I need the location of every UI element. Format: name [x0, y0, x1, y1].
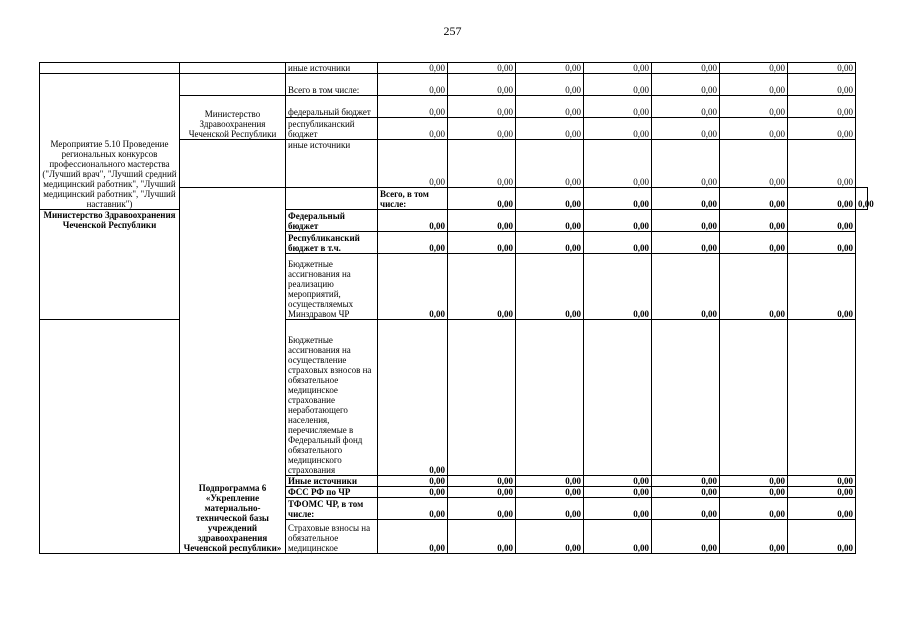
value-cell: 0,00 [378, 96, 448, 118]
value-cell: 0,00 [652, 487, 720, 498]
page-number: 257 [443, 24, 462, 38]
org-cell [286, 188, 378, 210]
budget-table [39, 62, 874, 554]
value-cell: 0,00 [516, 188, 584, 210]
value-cell: 0,00 [652, 232, 720, 254]
value-cell: 0,00 [448, 487, 516, 498]
value-cell: 0,00 [516, 74, 584, 96]
value-cell: 0,00 [788, 487, 856, 498]
value-cell: 0,00 [516, 140, 584, 188]
value-cell: 0,00 [720, 74, 788, 96]
value-cell: 0,00 [720, 487, 788, 498]
source-cell: Бюджетные ассигнования на осуществление страховых взносов на обязательное медицинское страхование неработающего населения, перечисляемые в Федеральный фонд обязательного медицинского страхования [286, 320, 378, 476]
source-cell: Всего, в том числе: [378, 188, 448, 210]
org-cell [180, 63, 286, 74]
value-cell: 0,00 [448, 476, 516, 487]
value-cell: 0,00 [652, 96, 720, 118]
table-row [40, 63, 868, 74]
value-cell: 0,00 [652, 476, 720, 487]
value-cell: 0,00 [448, 118, 516, 140]
empty-cell [516, 320, 584, 476]
empty-cell [584, 320, 652, 476]
source-cell: Иные источники [286, 476, 378, 487]
value-cell: 0,00 [720, 96, 788, 118]
value-cell: 0,00 [788, 96, 856, 118]
org-cell: Министерство Здравоохранения Чеченской Республики [180, 96, 286, 140]
value-cell: 0,00 [448, 498, 516, 520]
value-cell: 0,00 [448, 520, 516, 554]
value-cell: 0,00 [652, 188, 720, 210]
org-cell: Министерство Здравоохранения Чеченской Республики [40, 210, 180, 320]
value-cell: 0,00 [378, 140, 448, 188]
value-cell: 0,00 [720, 188, 788, 210]
source-cell: ТФОМС ЧР, в том числе: [286, 498, 378, 520]
value-cell: 0,00 [378, 320, 448, 476]
value-cell: 0,00 [720, 210, 788, 232]
value-cell: 0,00 [652, 118, 720, 140]
value-cell: 0,00 [378, 232, 448, 254]
value-cell: 0,00 [378, 520, 448, 554]
value-cell: 0,00 [788, 140, 856, 188]
value-cell: 0,00 [720, 476, 788, 487]
value-cell: 0,00 [584, 487, 652, 498]
value-cell: 0,00 [788, 520, 856, 554]
value-cell: 0,00 [516, 487, 584, 498]
value-cell: 0,00 [516, 498, 584, 520]
value-cell: 0,00 [584, 96, 652, 118]
value-cell: 0,00 [584, 498, 652, 520]
value-cell: 0,00 [584, 118, 652, 140]
value-cell: 0,00 [788, 476, 856, 487]
org-cell [180, 140, 286, 188]
value-cell: 0,00 [516, 96, 584, 118]
value-cell: 0,00 [720, 63, 788, 74]
value-cell: 0,00 [856, 188, 868, 210]
value-cell: 0,00 [584, 254, 652, 320]
value-cell: 0,00 [448, 254, 516, 320]
measure-cell [40, 63, 180, 74]
value-cell: 0,00 [516, 254, 584, 320]
value-cell: 0,00 [652, 140, 720, 188]
source-cell: иные источники [286, 140, 378, 188]
value-cell: 0,00 [652, 520, 720, 554]
empty-cell [788, 320, 856, 476]
table-body [40, 63, 874, 554]
value-cell: 0,00 [448, 188, 516, 210]
value-cell: 0,00 [584, 210, 652, 232]
value-cell: 0,00 [652, 254, 720, 320]
table-row [40, 210, 868, 232]
value-cell: 0,00 [516, 63, 584, 74]
value-cell: 0,00 [720, 520, 788, 554]
value-cell: 0,00 [584, 520, 652, 554]
value-cell: 0,00 [788, 254, 856, 320]
value-cell: 0,00 [788, 63, 856, 74]
source-cell: Страховые взносы на обязательное медицинское [286, 520, 378, 554]
value-cell: 0,00 [448, 74, 516, 96]
value-cell: 0,00 [720, 232, 788, 254]
table-row [40, 74, 868, 96]
source-cell: Республиканский бюджет в т.ч. [286, 232, 378, 254]
value-cell: 0,00 [720, 254, 788, 320]
value-cell: 0,00 [378, 498, 448, 520]
source-cell: иные источники [286, 63, 378, 74]
value-cell: 0,00 [788, 232, 856, 254]
value-cell: 0,00 [378, 118, 448, 140]
value-cell: 0,00 [516, 210, 584, 232]
value-cell: 0,00 [788, 74, 856, 96]
empty-cell [652, 320, 720, 476]
subprogram-6-cell: Подпрограмма 6 «Укрепление материально-технической базы учреждений здравоохранения Чеченской республики» [180, 188, 286, 554]
value-cell: 0,00 [584, 74, 652, 96]
value-cell: 0,00 [448, 63, 516, 74]
value-cell: 0,00 [584, 476, 652, 487]
value-cell: 0,00 [652, 498, 720, 520]
value-cell: 0,00 [788, 210, 856, 232]
value-cell: 0,00 [652, 210, 720, 232]
value-cell: 0,00 [378, 63, 448, 74]
value-cell: 0,00 [652, 74, 720, 96]
source-cell: ФСС РФ по ЧР [286, 487, 378, 498]
empty-cell [448, 320, 516, 476]
source-cell: Бюджетные ассигнования на реализацию мероприятий, осуществляемых Минздравом ЧР [286, 254, 378, 320]
value-cell: 0,00 [584, 63, 652, 74]
value-cell: 0,00 [720, 140, 788, 188]
value-cell: 0,00 [788, 118, 856, 140]
value-cell: 0,00 [448, 140, 516, 188]
source-cell: федеральный бюджет [286, 96, 378, 118]
value-cell: 0,00 [516, 476, 584, 487]
value-cell: 0,00 [584, 140, 652, 188]
value-cell: 0,00 [584, 188, 652, 210]
value-cell: 0,00 [788, 188, 856, 210]
value-cell: 0,00 [448, 96, 516, 118]
value-cell: 0,00 [448, 210, 516, 232]
value-cell: 0,00 [720, 118, 788, 140]
source-cell: республиканский бюджет [286, 118, 378, 140]
value-cell: 0,00 [378, 487, 448, 498]
value-cell: 0,00 [720, 498, 788, 520]
value-cell: 0,00 [378, 210, 448, 232]
org-cell [180, 74, 286, 96]
source-cell: Всего в том числе: [286, 74, 378, 96]
value-cell: 0,00 [584, 232, 652, 254]
measure-5-10-cell: Мероприятие 5.10 Проведение региональных конкурсов профессионального мастерства ("Лучший врач", "Лучший средний медицинский работник", "Лучший медицинский работник", "Лучший наставник") [40, 74, 180, 210]
value-cell: 0,00 [788, 498, 856, 520]
org-cell [40, 320, 180, 554]
empty-cell [720, 320, 788, 476]
value-cell: 0,00 [516, 232, 584, 254]
source-cell: Федеральный бюджет [286, 210, 378, 232]
value-cell: 0,00 [516, 118, 584, 140]
value-cell: 0,00 [378, 476, 448, 487]
value-cell: 0,00 [378, 74, 448, 96]
value-cell: 0,00 [378, 254, 448, 320]
table-row [40, 320, 868, 476]
value-cell: 0,00 [448, 232, 516, 254]
value-cell: 0,00 [516, 520, 584, 554]
value-cell: 0,00 [652, 63, 720, 74]
